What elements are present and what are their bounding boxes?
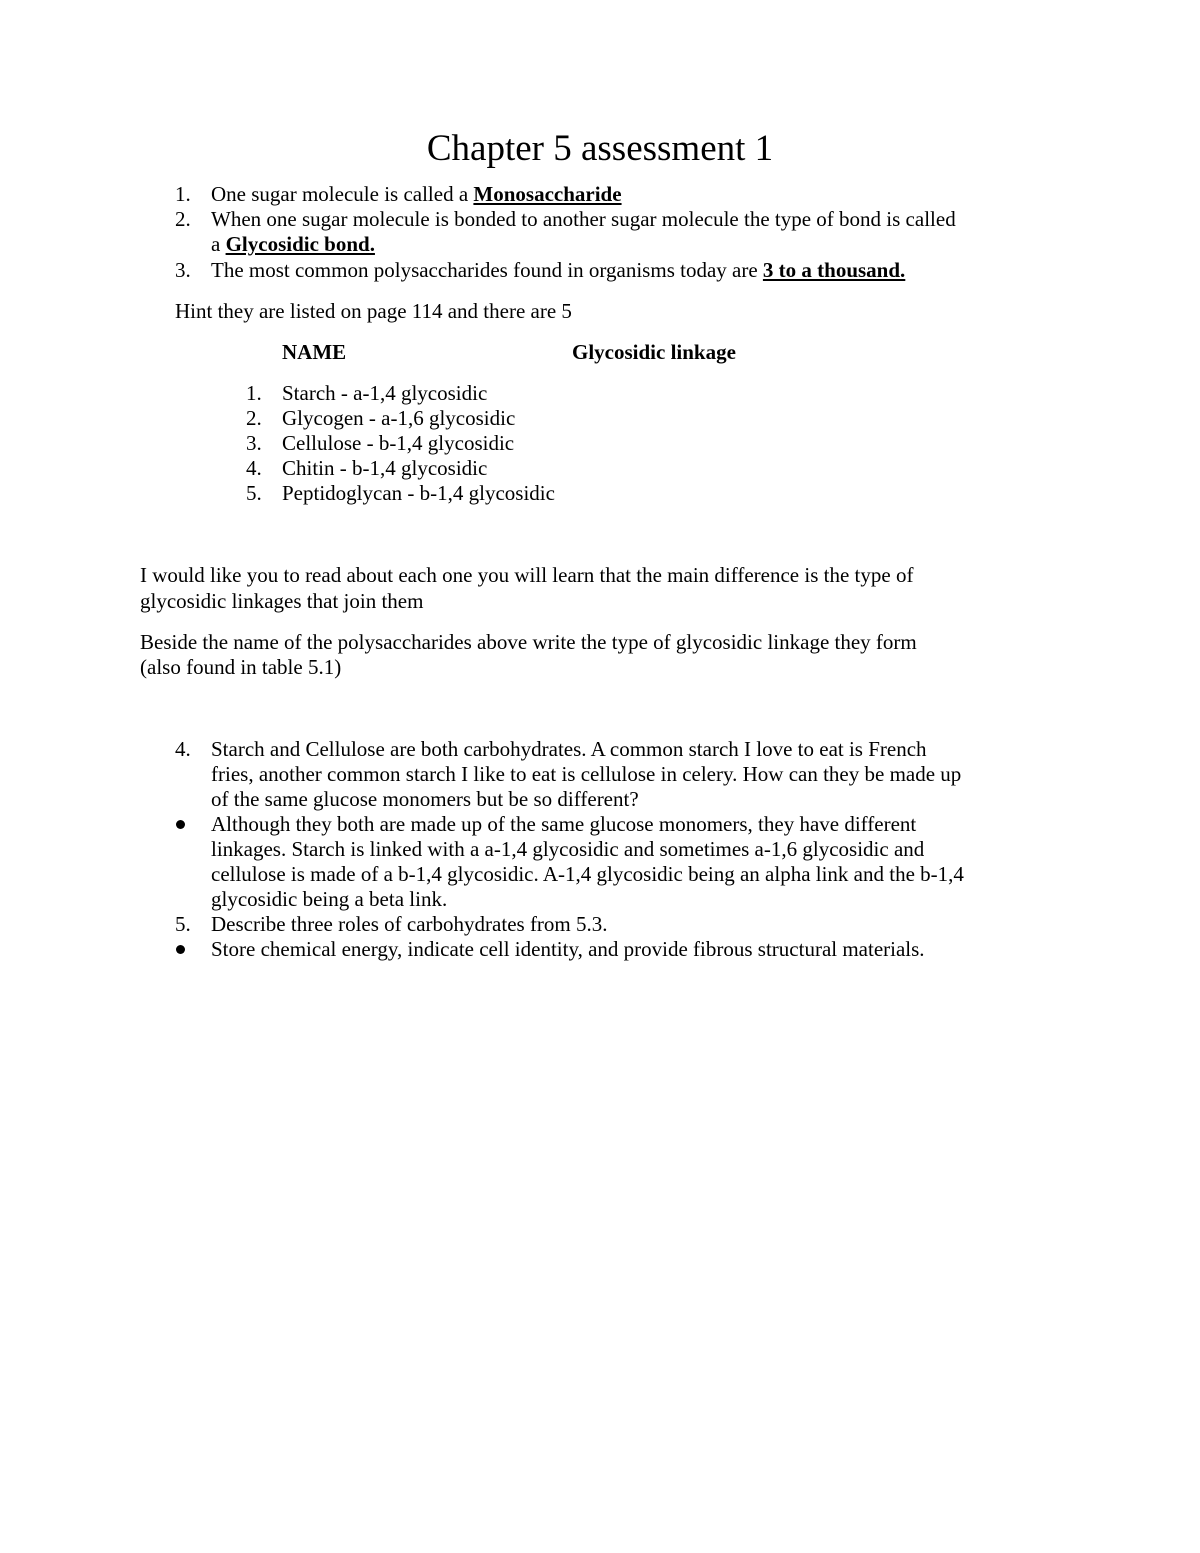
polysaccharide-item: Cellulose - b-1,4 glycosidic [282, 431, 515, 455]
polysaccharide-number: 2. [246, 406, 262, 430]
question-1 [211, 182, 622, 207]
question-3-text: The most common polysaccharides found in organisms today are [211, 258, 763, 282]
instruction-paragraph-2-line-2: (also found in table 5.1) [140, 655, 342, 679]
polysaccharide-item: Starch - a-1,4 glycosidic [282, 381, 488, 405]
question-4-answer-line: Although they both are made up of the same glucose monomers, they have different [211, 812, 917, 836]
question-2-line1: When one sugar molecule is bonded to another sugar molecule the type of bond is called [211, 207, 956, 231]
bullet-icon [176, 945, 185, 954]
instruction-paragraph-1-line-1: I would like you to read about each one you will learn that the main difference is the type of [140, 563, 914, 587]
page-title: Chapter 5 assessment 1 [426, 128, 774, 169]
question-1-text: One sugar molecule is called a [211, 182, 474, 206]
hint-text: Hint they are listed on page 114 and there are 5 [175, 299, 572, 323]
bullet-icon [176, 820, 185, 829]
question-4-line: of the same glucose monomers but be so different? [211, 787, 639, 811]
instruction-paragraph-2-line-1: Beside the name of the polysaccharides above write the type of glycosidic linkage they form [140, 630, 917, 654]
question-5-answer: Store chemical energy, indicate cell identity, and provide fibrous structural materials. [211, 937, 925, 961]
polysaccharide-item: Peptidoglycan - b-1,4 glycosidic [282, 481, 555, 505]
instruction-paragraph-1-line-2: glycosidic linkages that join them [140, 589, 424, 613]
polysaccharide-item: Chitin - b-1,4 glycosidic [282, 456, 488, 480]
polysaccharide-item: Glycogen - a-1,6 glycosidic [282, 406, 516, 430]
question-2-number: 2. [175, 207, 191, 231]
question-3-answer: 3 to a thousand. [762, 258, 906, 282]
question-4-answer-line: glycosidic being a beta link. [211, 887, 448, 911]
polysaccharide-number: 4. [246, 456, 262, 480]
question-1-number: 1. [175, 182, 191, 206]
question-4-line: Starch and Cellulose are both carbohydrates. A common starch I love to eat is French [211, 737, 927, 761]
question-4-answer-line: cellulose is made of a b-1,4 glycosidic. A-1,4 glycosidic being an alpha link and the b-1,4 [211, 862, 964, 886]
polysaccharide-number: 5. [246, 481, 262, 505]
question-2-prefix: a [211, 232, 226, 256]
question-5-text: Describe three roles of carbohydrates from 5.3. [211, 912, 608, 936]
column-header-name: NAME [282, 340, 347, 364]
question-5-number: 5. [175, 912, 191, 936]
polysaccharide-number: 1. [246, 381, 262, 405]
question-4-number: 4. [175, 737, 191, 761]
polysaccharide-number: 3. [246, 431, 262, 455]
question-1-answer: Monosaccharide [473, 182, 622, 206]
question-3 [211, 258, 905, 283]
question-3-number: 3. [175, 258, 191, 282]
question-4-answer-line: linkages. Starch is linked with a a-1,4 glycosidic and sometimes a-1,6 glycosidic and [211, 837, 925, 861]
question-4-line: fries, another common starch I like to eat is cellulose in celery. How can they be made up [211, 762, 962, 786]
question-2-answer: Glycosidic bond. [225, 232, 375, 256]
question-2-line2 [211, 232, 375, 257]
column-header-linkage: Glycosidic linkage [572, 340, 736, 364]
